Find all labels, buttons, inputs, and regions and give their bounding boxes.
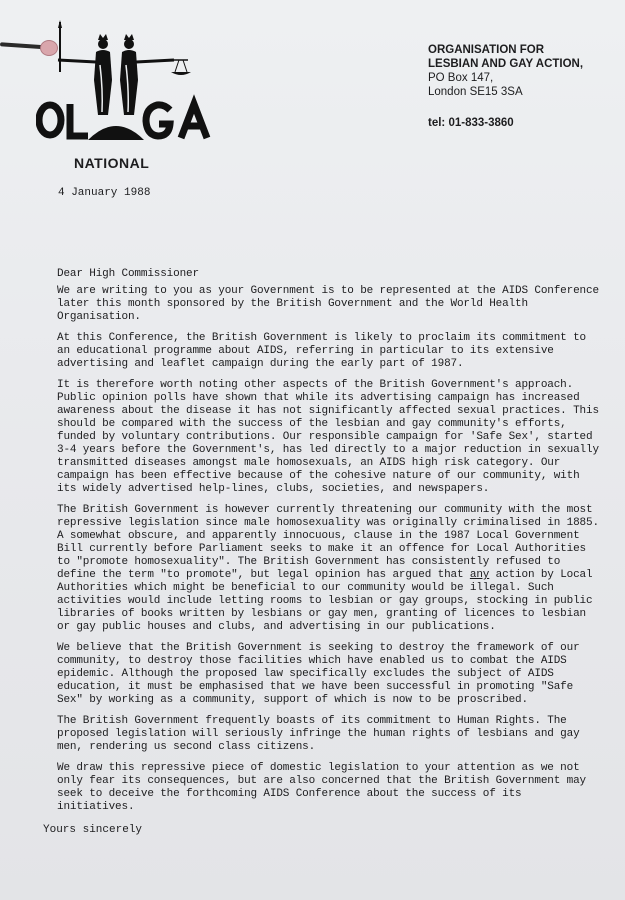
paragraph-4-part-1: The British Government is however currently threatening our community with the most repressive legislation since male homosexuality was originally criminalised in 1885. A somewhat obscure, and apparently innocuous, clause in the 1987 Local Government Bill currently before Parliament seeks to make it an offence for Local Authorities to "promote homosexuality". The British Government has consistently refused to define the term "to promote", but legal opinion has argued that (57, 504, 599, 581)
sign-off: Yours sincerely (43, 824, 143, 836)
paragraph-2: At this Conference, the British Government is likely to proclaim its commitment to an educational programme about AIDS, referring in particular to its extensive advertising and leaflet campaign during the early part of 1987. (57, 332, 586, 370)
paragraph-5: We believe that the British Government is seeking to destroy the framework of our community, to destroy those facilities which have enabled us to combat the AIDS epidemic. Although the proposed law specifically excludes the subject of AIDS education, it must be emphasised that we have been successful in promoting "Safe Sex" by working as a community, support of which is now to be proscribed. (57, 642, 580, 706)
paragraph-7: We draw this repressive piece of domestic legislation to your attention as we not only fear its consequences, but are also concerned that the British Government may seek to deceive the forthcoming AIDS Conference about the success of its initiatives. (57, 762, 586, 813)
paragraph-4 (57, 504, 605, 634)
letter-date: 4 January 1988 (58, 187, 151, 199)
logo-subtitle: NATIONAL (74, 155, 150, 171)
letterhead-address (428, 43, 583, 130)
paragraph-1: We are writing to you as your Government is to be represented at the AIDS Conference later this month sponsored by the British Government and the World Health Organisation. (57, 285, 599, 323)
salutation: Dear High Commissioner (57, 268, 199, 280)
address-line2: London SE15 3SA (428, 86, 523, 98)
org-name-line2: LESBIAN AND GAY ACTION, (428, 58, 584, 70)
org-name-line1: ORGANISATION FOR (428, 44, 545, 56)
paragraph-6: The British Government frequently boasts of its commitment to Human Rights. The proposed legislation will seriously infringe the human rights of lesbians and gay men, rendering us second class citizens. (57, 715, 580, 753)
address-line1: PO Box 147, (428, 72, 494, 84)
olga-logo (36, 20, 211, 150)
paragraph-4-part-2: action by Local Authorities which might be beneficial to our community would be illegal. Such activities would include letting rooms to lesbian or gay groups, stocking in public libraries of books written by lesbians or gay men, granting of licences to lesbian or gay public houses and clubs, and advertising in our publications. (57, 569, 593, 633)
paragraph-3: It is therefore worth noting other aspects of the British Government's approach. Public opinion polls have shown that while its advertising campaign has increased awareness about the disease it has not significantly affected sexual practices. This should be compared with the success of the lesbian and gay community's efforts, funded by voluntary contributions. Our responsible campaign for 'Safe Sex', started 3-4 years before the Government's, has led directly to a major reduction in sexually transmitted diseases amongst male homosexuals, an AIDS high risk category. Our campaign has been effective because of the cohesive nature of our community, with its widely advertised help-lines, clubs, societies, and newspapers. (57, 379, 599, 495)
letter-body (57, 268, 605, 822)
underlined-word: any (469, 569, 490, 581)
telephone: tel: 01-833-3860 (428, 117, 514, 129)
